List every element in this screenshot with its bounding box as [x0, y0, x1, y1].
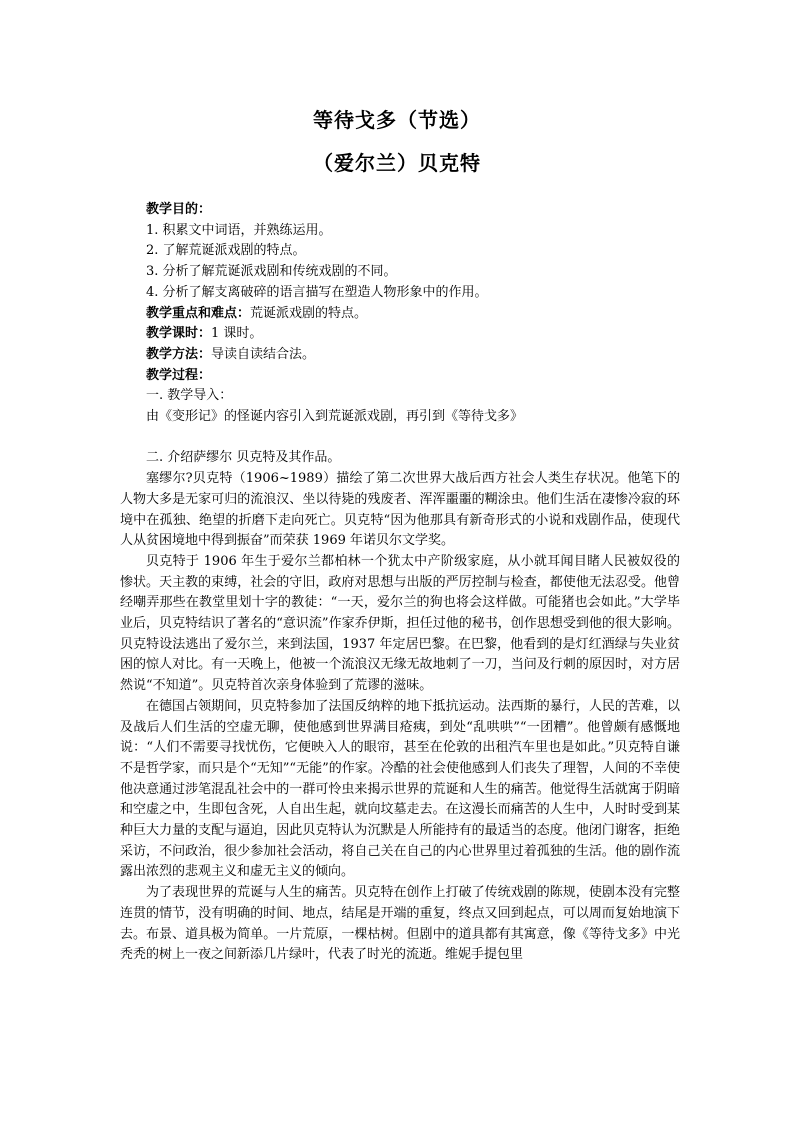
document-subtitle: （爱尔兰）贝克特: [313, 151, 481, 175]
step1-heading: 一. 教学导入：: [146, 388, 233, 404]
objective-item: 4. 分析了解支离破碎的语言描写在塑造人物形象中的作用。: [146, 284, 488, 300]
document-body: [120, 200, 680, 966]
objective-item: 2. 了解荒诞派戏剧的特点。: [146, 243, 306, 259]
body-paragraph: 为了表现世界的荒诞与人生的痛苦。贝克特在创作上打破了传统戏剧的陈规，使剧本没有完整连贯的情节，没有明确的时间、地点，结尾是开端的重复，终点又回到起点，可以周而复始地演下去。布景、道具极为简单。一片荒原，一棵枯树。但剧中的道具都有其寓意，像《等待戈多》中光秃秃的树上一夜之间新添几片绿叶，代表了时光的流逝。维妮手提包里: [120, 885, 680, 963]
hours-text: 1 课时。: [211, 326, 263, 342]
blank-line: [120, 428, 680, 449]
step2-heading: 二. 介绍萨缪尔 贝克特及其作品。: [146, 450, 341, 466]
body-paragraph: 贝克特于 1906 年生于爱尔兰都柏林一个犹太中产阶级家庭，从小就耳闻目睹人民被奴役的惨状。天主教的束缚，社会的守旧，政府对思想与出版的严厉控制与检查，都使他无法忍受。他曾经嘲弄那些在教堂里划十字的教徒：“一天，爱尔兰的狗也将会这样做。可能猪也会如此。”大学毕业后，贝克特结识了著名的“意识流”作家乔伊斯，担任过他的秘书，创作思想受到他的很大影响。贝克特设法逃出了爱尔兰，来到法国，1937 年定居巴黎。在巴黎，他看到的是灯红酒绿与失业贫困的惊人对比。有一天晚上，他被一个流浪汉无缘无故地刺了一刀，当问及行刺的原因时，对方居然说“不知道”。贝克特首次亲身体验到了荒谬的滋味。: [120, 553, 680, 694]
body-paragraph: 在德国占领期间，贝克特参加了法国反纳粹的地下抵抗运动。法西斯的暴行，人民的苦难，以及战后人们生活的空虚无聊，使他感到世界满目疮痍，到处“乱哄哄”“一团糟”。他曾颇有感慨地说：“人们不需要寻找忧伤，它便映入人的眼帘，甚至在伦敦的出租汽车里也是如此。”贝克特自谦不是哲学家，而只是个“无知”“无能”的作家。冷酷的社会使他感到人们丧失了理智，人间的不幸使他决意通过涉笔混乱社会中的一群可怜虫来揭示世界的荒诞和人生的痛苦。他觉得生活就寓于阴暗和空虚之中，生即包含死，人自出生起，就向坟墓走去。在这漫长而痛苦的人生中，人时时受到某种巨大力量的支配与逼迫，因此贝克特认为沉默是人所能持有的最适当的态度。他闭门谢客，拒绝采访，不问政治，很少参加社会活动，将自己关在自己的内心世界里过着孤独的生活。他的剧作流露出浓烈的悲观主义和虚无主义的倾向。: [120, 698, 680, 880]
method-label: 教学方法：: [146, 346, 212, 362]
objectives-heading: 教学目的：: [146, 202, 212, 217]
key-points-line: [120, 304, 680, 325]
hours-label: 教学课时：: [146, 326, 212, 342]
objective-item: 3. 分析了解荒诞派戏剧和传统戏剧的不同。: [146, 264, 397, 280]
objective-item: 1. 积累文中词语，并熟练运用。: [146, 222, 332, 238]
method-text: 导读自读结合法。: [211, 346, 316, 362]
hours-line: [120, 324, 680, 345]
key-points-label: 教学重点和难点：: [146, 305, 251, 321]
document-title: 等待戈多（节选）: [313, 108, 481, 132]
method-line: [120, 345, 680, 366]
key-points-text: 荒诞派戏剧的特点。: [250, 305, 368, 321]
body-paragraph: 塞缪尔?贝克特（1906~1989）描绘了第二次世界大战后西方社会人类生存状况。他笔下的人物大多是无家可归的流浪汉、坐以待毙的残废者、浑浑噩噩的糊涂虫。他们生活在凄惨冷寂的环境中在孤独、绝望的折磨下走向死亡。贝克特“因为他那具有新奇形式的小说和戏剧作品，使现代人从贫困境地中得到振奋”而荣获 1969 年诺贝尔文学奖。: [120, 471, 680, 549]
step1-text: 由《变形记》的怪诞内容引入到荒诞派戏剧，再引到《等待戈多》: [146, 409, 524, 425]
process-heading: 教学过程：: [146, 367, 212, 383]
